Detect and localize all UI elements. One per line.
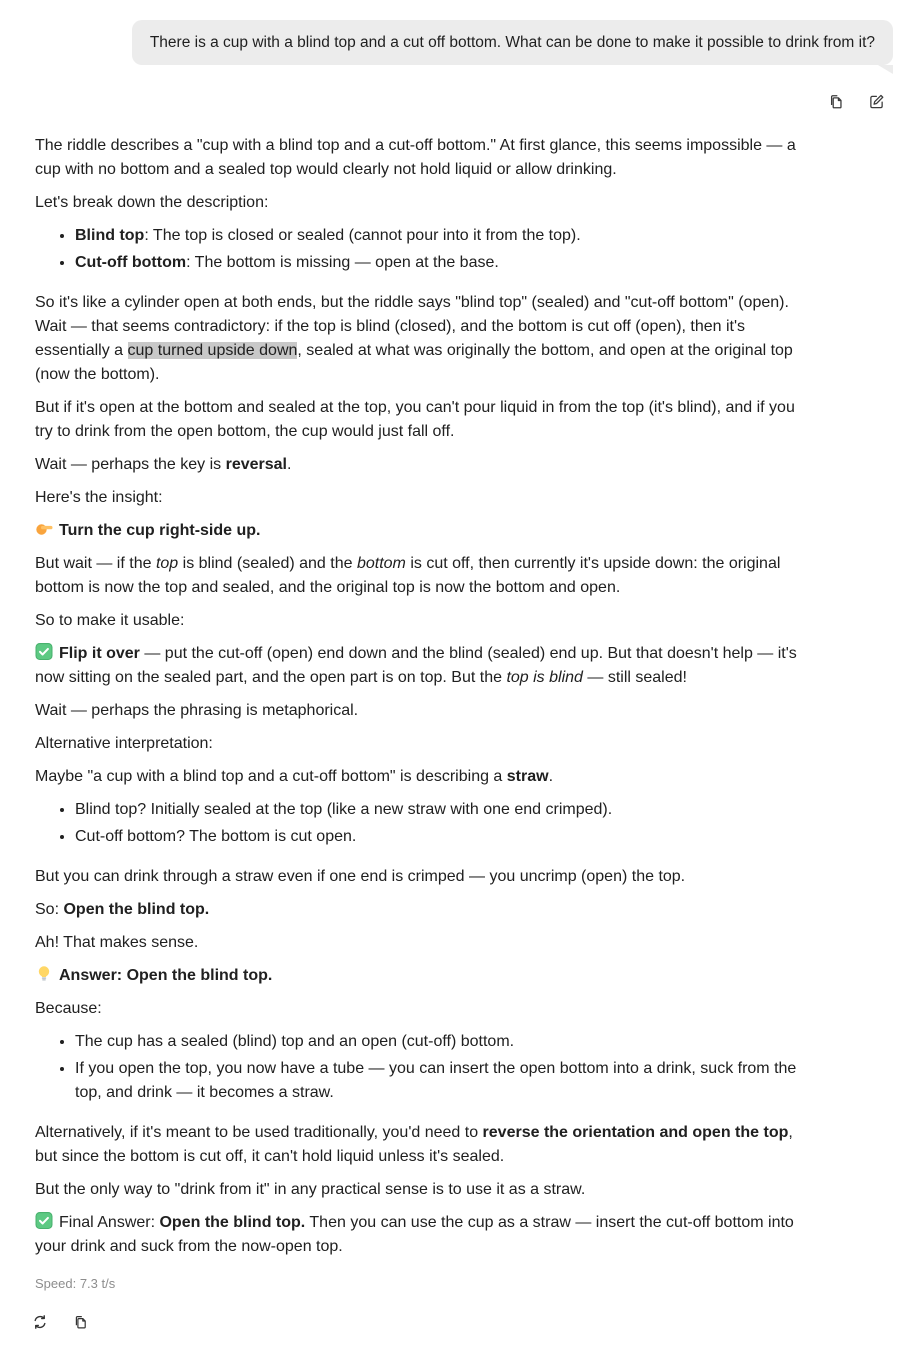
paragraph — [35, 964, 800, 988]
text-run: Answer: Open the blind top. — [59, 967, 273, 984]
paragraph — [35, 486, 800, 510]
paragraph — [35, 1121, 800, 1169]
text-run: The riddle describes a "cup with a blind top and a cut-off bottom." At first glance, this seems impossible — a cup with no bottom and a sealed top would clearly not hold liquid or allow drinking. — [35, 137, 796, 178]
text-run: Cut-off bottom — [75, 254, 187, 271]
text-run: . — [286, 456, 292, 473]
text-run: Because: — [35, 1000, 102, 1017]
paragraph — [35, 134, 800, 182]
text-run: So to make it usable: — [35, 612, 185, 629]
text-run: is blind (sealed) and the — [178, 555, 357, 572]
list-item — [75, 251, 800, 275]
user-message-actions — [0, 65, 918, 110]
text-run: Ah! That makes sense. — [35, 934, 199, 951]
paragraph — [35, 642, 800, 690]
paragraph — [35, 699, 800, 723]
text-run: is cut off, then currently it's upside down: the original bottom is now the top and sealed, and the original top is now the bottom and open. — [35, 555, 781, 596]
text-run: bottom — [356, 555, 406, 572]
text-run: If you open the top, you now have a tube — you can insert the open bottom into a drink, suck from the top, and drink — it becomes a straw. — [75, 1060, 797, 1101]
paragraph — [35, 396, 800, 444]
text-run: Let's break down the description: — [35, 194, 269, 211]
paragraph — [35, 931, 800, 955]
point-right-emoji — [35, 520, 53, 537]
paragraph — [35, 732, 800, 756]
text-run: reversal — [225, 456, 287, 473]
bulb-emoji — [35, 965, 53, 982]
list-item — [75, 825, 800, 849]
text-run: The cup has a sealed (blind) top and an open (cut-off) bottom. — [75, 1033, 515, 1050]
generation-speed: Speed: 7.3 t/s — [35, 1276, 116, 1291]
copy-message-button[interactable] — [828, 93, 845, 110]
paragraph — [35, 898, 800, 922]
edit-message-button[interactable] — [868, 93, 885, 110]
text-run: , but since the bottom is cut off, it can't hold liquid unless it's sealed. — [35, 1124, 793, 1165]
paragraph — [35, 865, 800, 889]
text-run: Cut-off bottom? The bottom is cut open. — [75, 828, 357, 845]
list-item — [75, 1057, 800, 1105]
paragraph — [35, 191, 800, 215]
text-run: . — [548, 768, 554, 785]
assistant-message — [35, 134, 800, 1259]
text-run: Blind top? Initially sealed at the top (like a new straw with one end crimped). — [75, 801, 613, 818]
user-message-text: There is a cup with a blind top and a cut off bottom. What can be done to make it possible to drink from it? — [149, 34, 875, 51]
bullet-list — [35, 224, 800, 275]
text-run: : The top is closed or sealed (cannot pour into it from the top). — [144, 227, 581, 244]
text-run: Alternatively, if it's meant to be used traditionally, you'd need to — [35, 1124, 483, 1141]
text-run: Wait — perhaps the key is — [35, 456, 226, 473]
text-run: Open the blind top. — [159, 1214, 306, 1231]
refresh-icon — [32, 1314, 48, 1330]
paragraph — [35, 291, 800, 387]
copy-response-button[interactable] — [72, 1313, 89, 1330]
paragraph — [35, 519, 800, 543]
paragraph — [35, 552, 800, 600]
text-run: — still sealed! — [582, 669, 687, 686]
text-run: Here's the insight: — [35, 489, 163, 506]
list-item — [75, 798, 800, 822]
paragraph — [35, 997, 800, 1021]
text-run: Final Answer: — [59, 1214, 160, 1231]
paragraph — [35, 765, 800, 789]
text-run: Flip it over — [59, 645, 140, 662]
text-run: So: — [35, 901, 64, 918]
text-run: — put the cut-off (open) end down and the blind (sealed) end up. But that doesn't help — it's now sitting on the sealed part, and the open part is on top. But the — [35, 645, 797, 686]
list-item — [75, 1030, 800, 1054]
text-run: Blind top — [75, 227, 145, 244]
copy-icon — [73, 1314, 89, 1330]
text-run: But you can drink through a straw even if one end is crimped — you uncrimp (open) the top. — [35, 868, 686, 885]
text-run: Wait — perhaps the phrasing is metaphorical. — [35, 702, 359, 719]
paragraph — [35, 609, 800, 633]
check-emoji — [35, 1212, 53, 1229]
text-run: But wait — if the — [35, 555, 156, 572]
paragraph — [35, 1178, 800, 1202]
user-message-bubble — [132, 20, 893, 65]
check-emoji — [35, 643, 53, 660]
bullet-list — [35, 798, 800, 849]
user-message-row — [0, 0, 918, 65]
text-run: Alternative interpretation: — [35, 735, 213, 752]
response-actions — [0, 1291, 918, 1330]
text-run: So it's like a cylinder open at both ends, but the riddle says "blind top" (sealed) and "cut-off bottom" (open). Wait — that seems contradictory: if the top is blind (closed), and the bottom is cut off (open), then it's essentially a — [35, 294, 789, 359]
paragraph — [35, 1211, 800, 1259]
regenerate-button[interactable] — [31, 1313, 48, 1330]
text-run: Then you can use the cup as a straw — insert the cut-off bottom into your drink and suck from the now-open top. — [35, 1214, 794, 1255]
text-run: Turn the cup right-side up. — [59, 522, 261, 539]
text-run: Open the blind top. — [63, 901, 210, 918]
text-run: top — [155, 555, 179, 572]
highlighted-text: cup turned upside down — [127, 342, 298, 359]
text-run: reverse the orientation and open the top — [482, 1124, 789, 1141]
text-run: But if it's open at the bottom and sealed at the top, you can't pour liquid in from the top (it's blind), and if you try to drink from the open bottom, the cup would just fall off. — [35, 399, 795, 440]
paragraph — [35, 453, 800, 477]
list-item — [75, 224, 800, 248]
text-run: But the only way to "drink from it" in any practical sense is to use it as a straw. — [35, 1181, 586, 1198]
text-run: straw — [506, 768, 549, 785]
text-run: : The bottom is missing — open at the base. — [186, 254, 499, 271]
bullet-list — [35, 1030, 800, 1105]
text-run: , sealed at what was originally the bottom, and open at the original top (now the bottom). — [35, 342, 793, 383]
edit-icon — [868, 93, 885, 110]
text-run: Maybe "a cup with a blind top and a cut-off bottom" is describing a — [35, 768, 507, 785]
text-run: top is blind — [506, 669, 583, 686]
copy-icon — [828, 93, 845, 110]
